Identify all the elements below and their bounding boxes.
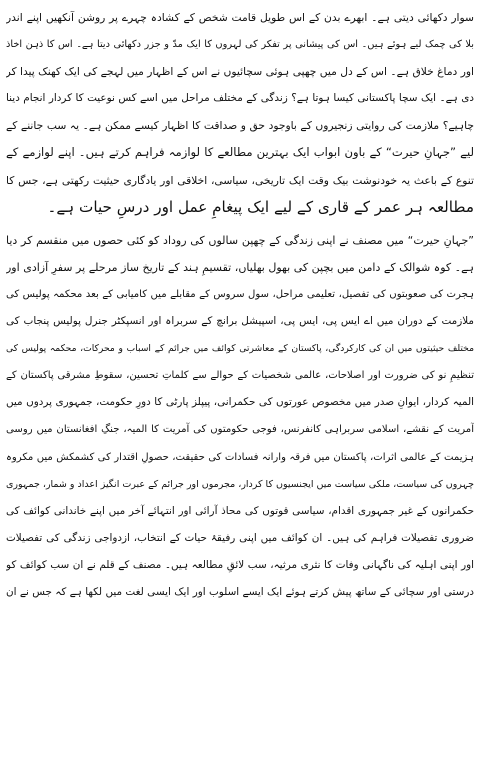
text-line: ہے۔ کوہ شوالک کے دامن میں بچپن کی بھول بھلیاں، تقسیمِ ہند کے تاریخ ساز مرحلے پر سفرِ آزادی اور (6, 260, 474, 274)
text-line: آمریت کے نقشے، اسلامی سربراہی کانفرنس، فوجی حکومتوں کی آمریت کا المیہ، جنگِ افغانستان میں روسی (6, 424, 474, 436)
text-line: لیے ”جہانِ حیرت“ کے باون ابواب ایک بہترین مطالعے کا لوازمہ فراہم کرتے ہیں۔ اپنے لوازمے کے (6, 145, 474, 160)
text-line: ہجرت کی صعوبتوں کی تفصیل، تعلیمی مراحل، سول سروس کے مقابلے میں کامیابی کے بعد محکمہ پولیس کی (6, 288, 474, 300)
text-line: دی ہے۔ ایک سچا پاکستانی کیسا ہوتا ہے؟ زندگی کے مختلف مراحل میں اسے کس نوعیت کا کردار انجام دینا (6, 92, 474, 105)
text-line: چہروں کی سیاست، ملکی سیاست میں ایجنسیوں کا کردار، مجرموں اور جرائم کے عبرت انگیز اعداد و شمار، جمہوری (6, 478, 474, 490)
text-line: سوار دکھائی دیتی ہے۔ ابھرے بدن کے اس طویل قامت شخص کے کشادہ چہرے پر روشن آنکھیں اپنے اندر (6, 11, 474, 24)
text-line: المیہ کردار، ایوانِ صدر میں مخصوص عورتوں کی حکمرانی، پیپلز پارٹی کا دورِ حکومت، جمہوری پردوں میں (6, 396, 474, 409)
text-line: چاہیے؟ ملازمت کی روایتی زنجیروں کے باوجود حق و صداقت کا اظہار کیسے ممکن ہے۔ یہ سب جاننے کے (6, 119, 474, 133)
text-line: مطالعہ ہر عمر کے قاری کے لیے ایک پیغامِ عمل اور درسِ حیات ہے۔ (47, 197, 474, 216)
text-line: درستی اور سچائی کے ساتھ پیش کرتے ہوئے ایک ایسے اسلوب اور ایک ایسی لغت میں لکھا ہے کہ جس نے ان (6, 585, 474, 598)
text-line: تنظیمِ نو کی ضرورت اور اصلاحات، عالمی شخصیات کے حوالے سے کلماتِ تحسین، سقوطِ مشرقی پاکستان کے (6, 370, 474, 382)
text-line: بلا کی چمک لیے ہوئے ہیں۔ اس کی پیشانی پر تفکر کی لہروں کا ایک مدّ و جزر دکھائی دیتا ہے۔ اس کا ذہن اخاذ (6, 39, 474, 51)
text-line: ”جہانِ حیرت“ میں مصنف نے اپنی زندگی کے چھپن سالوں کی روداد کو کئی حصوں میں منقسم کر دیا (6, 233, 474, 247)
text-line: ضروری تفصیلات فراہم کی ہیں۔ ان کوائف میں اپنی رفیقۂ حیات کے انتخاب، ازدواجی زندگی کی تفصیلات (6, 531, 474, 544)
paragraph-2 (6, 227, 474, 606)
text-line: تنوع کے باعث یہ خودنوشت بیک وقت ایک تاریخی، سیاسی، اخلاقی اور یادگاری حیثیت رکھتی ہے، جس کا (6, 173, 474, 187)
text-line: حکمرانوں کے غیر جمہوری اقدام، سیاسی قوتوں کی محاذ آرائی اور انتہائے آخر میں اپنے خاندانی کوائف کی (6, 504, 474, 517)
paragraph-1 (6, 4, 474, 221)
text-line: ہزیمت کے عالمی اثرات، پاکستان میں فرقہ وارانہ فسادات کی حقیقت، حصولِ اقتدار کی کشمکش میں مکروہ (6, 451, 474, 463)
text-line: اور اپنی اہلیہ کی ناگہانی وفات کا نثری مرثیہ، سب لائقِ مطالعہ ہیں۔ مصنف کے قلم نے ان سب کوائف کو (6, 558, 474, 571)
text-line: مختلف حیثیتوں میں ان کی کارکردگی، پاکستان کے معاشرتی کوائف میں جرائم کے اسباب و محرکات، محکمہ پولیس کی (6, 343, 474, 355)
text-line: ملازمت کے دوران میں اے ایس پی، ایس پی، اسپیشل برانچ کے سربراہ اور انسپکٹر جنرل پولیس پنجاب کی (6, 315, 474, 328)
text-line: اور دماغ خلاق ہے۔ اس کے دل میں چھپی ہوئی سچائیوں نے اس کے اظہار میں لہجے کی ایک کھنک پیدا کر (6, 65, 474, 79)
